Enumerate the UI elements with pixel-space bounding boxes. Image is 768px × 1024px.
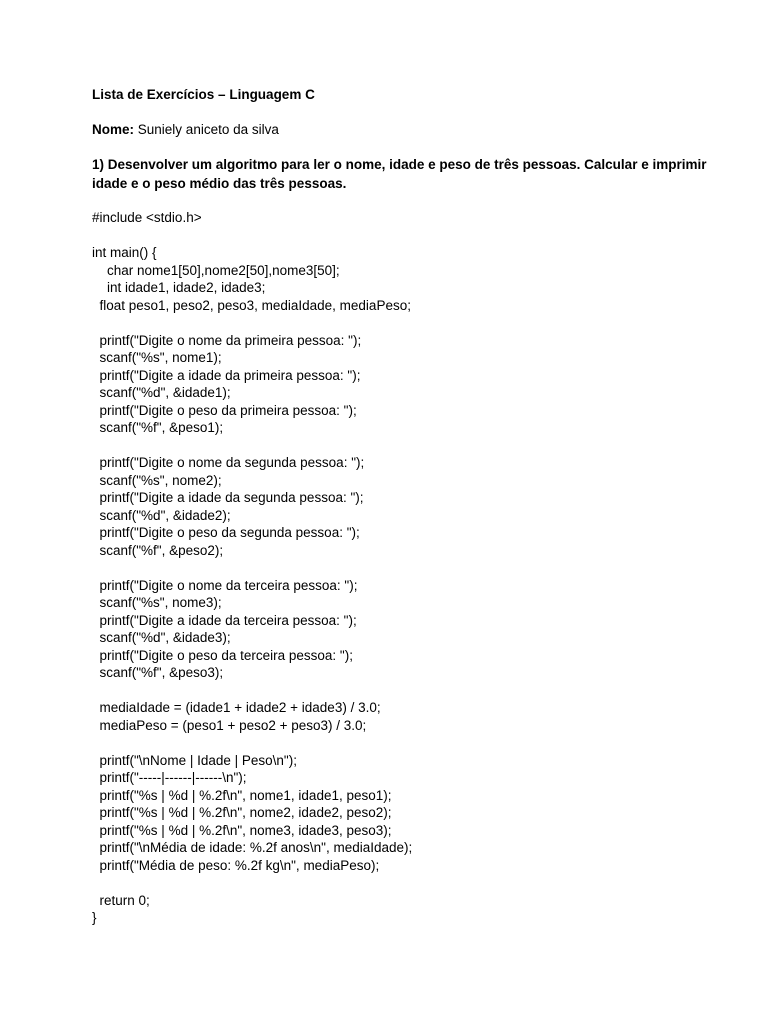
- code-line: int main() {: [92, 245, 157, 260]
- code-line: printf("Digite o peso da terceira pessoa: ");: [92, 647, 353, 663]
- code-line: printf("-----|------|------\n");: [92, 770, 247, 785]
- code-line: #include <stdio.h>: [92, 210, 202, 225]
- code-line: printf("Digite o peso da segunda pessoa: ");: [92, 525, 360, 540]
- code-line: printf("%s | %d | %.2f\n", nome3, idade3, peso3);: [92, 822, 392, 838]
- code-line: int idade1, idade2, idade3;: [92, 280, 266, 295]
- student-name-line: [92, 121, 732, 139]
- code-line: [92, 874, 732, 892]
- code-line: mediaIdade = (idade1 + idade2 + idade3) / 3.0;: [92, 700, 381, 715]
- code-line: printf("\nMédia de idade: %.2f anos\n", mediaIdade);: [92, 840, 413, 855]
- document-page: [92, 86, 732, 927]
- code-line: scanf("%s", nome2);: [92, 472, 222, 488]
- code-line: printf("%s | %d | %.2f\n", nome1, idade1, peso1);: [92, 787, 392, 803]
- code-line: [92, 314, 732, 332]
- code-line: printf("Digite o nome da terceira pessoa: ");: [92, 577, 358, 593]
- code-line: [92, 734, 732, 752]
- code-line: float peso1, peso2, peso3, mediaIdade, mediaPeso;: [92, 297, 411, 313]
- code-line: scanf("%d", &idade3);: [92, 630, 231, 645]
- code-line: }: [92, 910, 97, 925]
- code-line: return 0;: [92, 892, 150, 908]
- code-line: scanf("%d", &idade1);: [92, 385, 231, 400]
- code-line: printf("Digite o nome da segunda pessoa: ");: [92, 455, 365, 470]
- code-line: scanf("%f", &peso3);: [92, 665, 224, 680]
- code-line: printf("Digite o peso da primeira pessoa: ");: [92, 402, 357, 418]
- code-line: scanf("%f", &peso1);: [92, 420, 224, 435]
- code-line: mediaPeso = (peso1 + peso2 + peso3) / 3.0;: [92, 717, 367, 733]
- code-line: scanf("%f", &peso2);: [92, 542, 224, 558]
- exercise-question: 1) Desenvolver um algoritmo para ler o nome, idade e peso de três pessoas. Calcular e imprimir idade e o peso médio das três pessoas.: [92, 157, 707, 191]
- code-line: printf("Digite a idade da segunda pessoa: ");: [92, 490, 364, 505]
- code-line: char nome1[50],nome2[50],nome3[50];: [92, 262, 340, 278]
- code-line: scanf("%d", &idade2);: [92, 507, 231, 523]
- code-line: printf("Digite a idade da primeira pessoa: ");: [92, 367, 361, 383]
- name-value: Suniely aniceto da silva: [137, 122, 279, 137]
- code-line: scanf("%s", nome3);: [92, 595, 222, 610]
- code-line: [92, 227, 732, 245]
- code-line: printf("%s | %d | %.2f\n", nome2, idade2, peso2);: [92, 805, 392, 820]
- code-line: [92, 559, 732, 577]
- document-title: Lista de Exercícios – Linguagem C: [92, 87, 315, 102]
- code-line: printf("Digite o nome da primeira pessoa: ");: [92, 332, 362, 348]
- code-line: [92, 682, 732, 700]
- code-line: printf("\nNome | Idade | Peso\n");: [92, 752, 297, 768]
- code-line: [92, 437, 732, 455]
- code-line: scanf("%s", nome1);: [92, 350, 222, 365]
- code-block: [92, 209, 732, 927]
- code-line: printf("Digite a idade da terceira pessoa: ");: [92, 612, 357, 628]
- code-line: printf("Média de peso: %.2f kg\n", mediaPeso);: [92, 857, 380, 873]
- name-label: Nome:: [92, 122, 135, 137]
